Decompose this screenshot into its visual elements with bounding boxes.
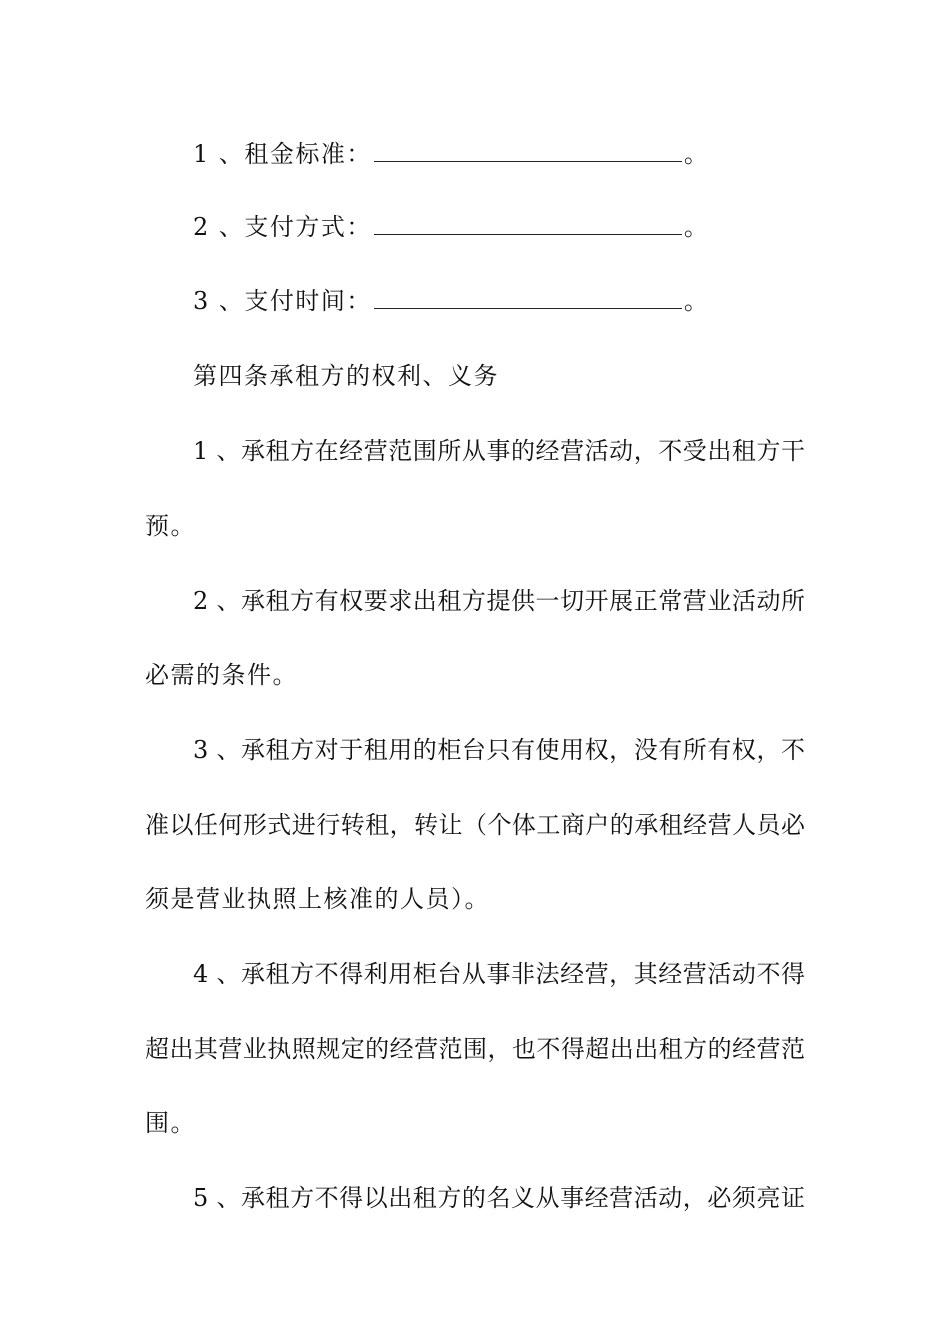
field-label: 2 、支付方式： — [193, 213, 372, 241]
paragraph-line: 准以任何形式进行转租，转让（个体工商户的承租经营人员必 — [145, 811, 805, 839]
paragraph-line: 4 、承租方不得利用柜台从事非法经营，其经营活动不得 — [193, 960, 805, 988]
paragraph-line: 必需的条件。 — [145, 661, 298, 689]
field-label: 3 、支付时间： — [193, 287, 372, 315]
paragraph-line: 超出其营业执照规定的经营范围，也不得超出出租方的经营范 — [145, 1035, 805, 1063]
field-end: 。 — [683, 287, 710, 315]
fill-in-blank[interactable] — [374, 212, 682, 235]
field-payment-method — [193, 212, 709, 242]
paragraph-line: 3 、承租方对于租用的柜台只有使用权，没有所有权，不 — [193, 736, 805, 764]
field-end: 。 — [683, 140, 710, 168]
field-payment-time — [193, 286, 709, 316]
paragraph-line: 2 、承租方有权要求出租方提供一切开展正常营业活动所 — [193, 587, 805, 615]
paragraph-line: 1 、承租方在经营范围所从事的经营活动，不受出租方干 — [193, 437, 805, 465]
paragraph-line: 围。 — [145, 1109, 196, 1137]
field-rent-standard — [193, 139, 709, 169]
paragraph-line: 5 、承租方不得以出租方的名义从事经营活动，必须亮证 — [193, 1184, 805, 1212]
fill-in-blank[interactable] — [374, 286, 682, 309]
field-label: 1 、租金标准： — [193, 140, 372, 168]
paragraph-line: 预。 — [145, 512, 196, 540]
section-heading: 第四条承租方的权利、义务 — [193, 362, 499, 390]
fill-in-blank[interactable] — [374, 139, 682, 162]
paragraph-line: 须是营业执照上核准的人员）。 — [145, 885, 490, 913]
field-end: 。 — [683, 213, 710, 241]
